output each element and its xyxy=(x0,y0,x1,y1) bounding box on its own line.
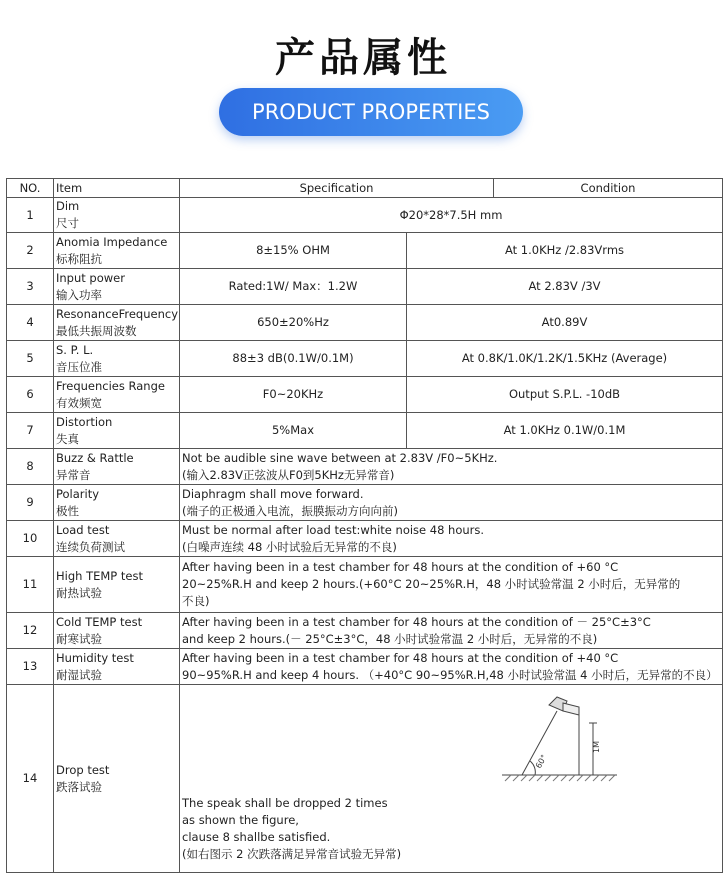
table-row xyxy=(7,269,723,305)
row-item xyxy=(54,521,180,557)
spec-line: After having been in a test chamber for 48 hours at the condition of － 25°C±3°C xyxy=(182,614,651,629)
row-item xyxy=(54,377,180,413)
drop-test-figure-area xyxy=(182,685,720,795)
spec-line: 不良) xyxy=(182,594,210,608)
table-row xyxy=(7,485,723,521)
row-cond: Output S.P.L. -10dB xyxy=(407,377,723,413)
table-row xyxy=(7,233,723,269)
row-spec: 88±3 dB(0.1W/0.1M) xyxy=(180,341,407,377)
row-no: 3 xyxy=(7,269,54,305)
row-item xyxy=(54,485,180,521)
item-cn: 耐热试验 xyxy=(56,585,102,600)
item-en: S. P. L. xyxy=(56,342,94,357)
item-cn: 异常音 xyxy=(56,467,91,482)
drop-test-figure xyxy=(497,693,637,793)
row-cond: At 1.0KHz /2.83Vrms xyxy=(407,233,723,269)
spec-line: After having been in a test chamber for 48 hours at the condition of +40 °C xyxy=(182,650,619,665)
spec-line: (白噪声连续 48 小时试验后无异常的不良) xyxy=(182,539,397,554)
spec-line: (输入2.83V正弦波从F0到5KHz无异常音) xyxy=(182,467,395,482)
item-cn: 最低共振周波数 xyxy=(56,323,137,338)
row-item xyxy=(54,649,180,685)
spec-line: as shown the figure, xyxy=(182,813,299,827)
table-row xyxy=(7,449,723,485)
item-cn: 耐湿试验 xyxy=(56,667,102,682)
row-spec: 8±15% OHM xyxy=(180,233,407,269)
item-cn: 有效频宽 xyxy=(56,395,102,410)
item-cn: 跌落试验 xyxy=(56,779,102,794)
table-row xyxy=(7,613,723,649)
row-no: 7 xyxy=(7,413,54,449)
item-cn: 失真 xyxy=(56,431,79,446)
spec-line: (如右图示 2 次跌落满足异常音试验无异常) xyxy=(182,847,402,861)
item-en: Cold TEMP test xyxy=(56,614,143,629)
item-cn: 输入功率 xyxy=(56,287,102,302)
row-cond: At 1.0KHz 0.1W/0.1M xyxy=(407,413,723,449)
row-item xyxy=(54,305,180,341)
item-en: Load test xyxy=(56,522,110,537)
angle-label: 60° xyxy=(533,753,549,770)
item-cn: 音压位准 xyxy=(56,359,102,374)
table-row xyxy=(7,413,723,449)
row-spec: Φ20*28*7.5H mm xyxy=(180,198,723,233)
spec-line: (端子的正极通入电流，振膜振动方向向前) xyxy=(182,503,398,518)
row-item xyxy=(54,449,180,485)
spec-line: The speak shall be dropped 2 times xyxy=(182,796,388,810)
row-no: 2 xyxy=(7,233,54,269)
item-en: Distortion xyxy=(56,414,113,429)
col-cond: Condition xyxy=(494,179,723,198)
row-cond: At 2.83V /3V xyxy=(407,269,723,305)
table-row xyxy=(7,521,723,557)
row-no: 10 xyxy=(7,521,54,557)
item-cn: 连续负荷测试 xyxy=(56,539,125,554)
row-no: 8 xyxy=(7,449,54,485)
row-spec: 650±20%Hz xyxy=(180,305,407,341)
row-no: 9 xyxy=(7,485,54,521)
row-item xyxy=(54,557,180,613)
row-item xyxy=(54,198,180,233)
item-en: Drop test xyxy=(56,762,110,777)
table-row xyxy=(7,557,723,613)
table-row xyxy=(7,377,723,413)
table-row xyxy=(7,685,723,873)
item-cn: 标称阻抗 xyxy=(56,251,102,266)
row-no: 4 xyxy=(7,305,54,341)
row-spec: Rated:1W/ Max：1.2W xyxy=(180,269,407,305)
row-cond: At0.89V xyxy=(407,305,723,341)
row-no: 12 xyxy=(7,613,54,649)
row-no: 5 xyxy=(7,341,54,377)
spec-line: 90~95%R.H and keep 4 hours. （+40°C 90~95%R.H,48 小时试验常温 4 小时后，无异常的不良） xyxy=(182,667,718,682)
spec-line: and keep 2 hours.(－ 25°C±3°C，48 小时试验常温 2 小时后，无异常的不良) xyxy=(182,631,598,646)
page-title: 产品属性 xyxy=(275,35,451,81)
col-item: Item xyxy=(54,179,180,198)
row-cond: At 0.8K/1.0K/1.2K/1.5KHz (Average) xyxy=(407,341,723,377)
item-en: Input power xyxy=(56,270,125,285)
item-en: Dim xyxy=(56,199,80,213)
row-no: 11 xyxy=(7,557,54,613)
table-row xyxy=(7,649,723,685)
row-spec xyxy=(180,649,723,685)
col-spec: Specification xyxy=(180,179,494,198)
item-en: Frequencies Range xyxy=(56,378,165,393)
item-en: High TEMP test xyxy=(56,568,143,583)
row-no: 6 xyxy=(7,377,54,413)
row-spec xyxy=(180,521,723,557)
spec-line: Diaphragm shall move forward. xyxy=(182,486,364,501)
item-en: ResonanceFrequency xyxy=(56,306,179,321)
row-spec xyxy=(180,557,723,613)
row-item xyxy=(54,413,180,449)
row-item xyxy=(54,233,180,269)
table-row xyxy=(7,305,723,341)
row-item xyxy=(54,613,180,649)
row-spec xyxy=(180,449,723,485)
item-en: Buzz & Rattle xyxy=(56,450,134,465)
spec-line: Not be audible sine wave between at 2.83V /F0~5KHz. xyxy=(182,450,498,465)
item-en: Anomia Impedance xyxy=(56,234,168,249)
row-no: 1 xyxy=(7,198,54,233)
row-spec: F0~20KHz xyxy=(180,377,407,413)
subtitle-banner: PRODUCT PROPERTIES xyxy=(219,88,523,136)
item-en: Polarity xyxy=(56,486,100,501)
row-item xyxy=(54,685,180,873)
row-no: 13 xyxy=(7,649,54,685)
item-cn: 耐寒试验 xyxy=(56,631,102,646)
item-en: Humidity test xyxy=(56,650,134,665)
row-spec: 5%Max xyxy=(180,413,407,449)
spec-line: After having been in a test chamber for 48 hours at the condition of +60 °C xyxy=(182,560,619,574)
spec-line: 20~25%R.H and keep 2 hours.(+60°C 20~25%R.H，48 小时试验常温 2 小时后，无异常的 xyxy=(182,577,681,591)
row-item xyxy=(54,269,180,305)
spec-line: Must be normal after load test:white noise 48 hours. xyxy=(182,522,485,537)
row-item xyxy=(54,341,180,377)
item-cn: 尺寸 xyxy=(56,216,79,230)
table-row xyxy=(7,198,723,233)
table-row xyxy=(7,341,723,377)
spec-line: clause 8 shallbe satisfied. xyxy=(182,830,331,844)
row-spec xyxy=(180,685,723,873)
row-spec xyxy=(180,485,723,521)
col-no: NO. xyxy=(7,179,54,198)
row-spec xyxy=(180,613,723,649)
item-cn: 极性 xyxy=(56,503,79,518)
properties-table xyxy=(6,178,723,873)
height-label: 1M xyxy=(592,741,601,753)
row-no: 14 xyxy=(7,685,54,873)
table-header xyxy=(7,179,723,198)
